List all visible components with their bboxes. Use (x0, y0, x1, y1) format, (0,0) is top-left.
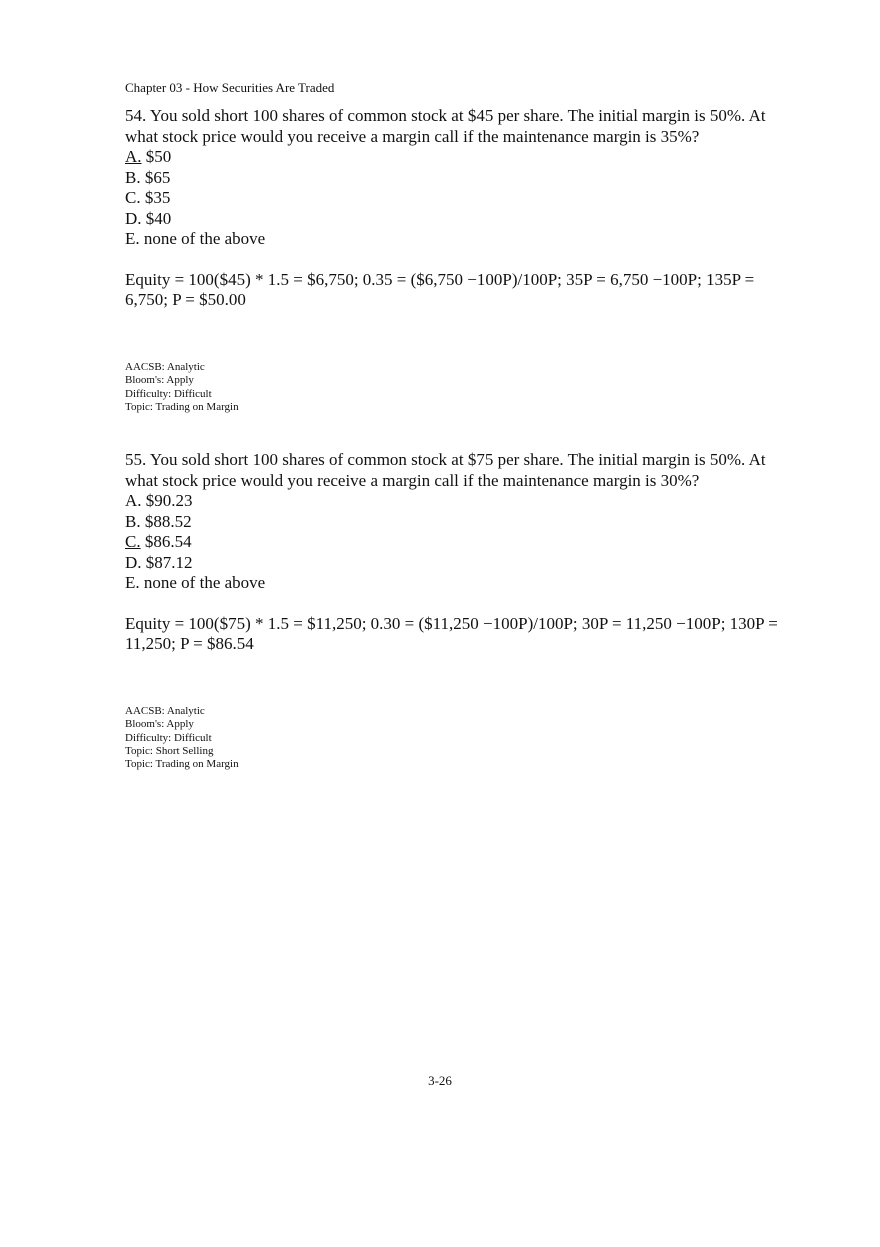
option-d (125, 209, 785, 230)
question-54 (125, 106, 785, 311)
option-d (125, 553, 785, 574)
question-55 (125, 450, 785, 655)
option-text: $90.23 (141, 491, 193, 510)
option-letter-correct: A. (125, 147, 142, 166)
option-letter: A. (125, 491, 142, 510)
option-letter: B. (125, 511, 141, 531)
question-stem: 54. You sold short 100 shares of common stock at $45 per share. The initial margin is 50%. At what stock price would you receive a margin call if the maintenance margin is 35%? (125, 106, 766, 146)
meta-topic: Topic: Short Selling (125, 744, 214, 757)
option-letter-correct: C. (125, 532, 141, 551)
page-number: 3-26 (428, 1073, 452, 1088)
option-text: $88.52 (140, 511, 192, 531)
option-text: $87.12 (141, 552, 193, 572)
option-letter: B. (125, 167, 141, 187)
option-a (125, 147, 785, 168)
option-letter: E. (125, 573, 140, 592)
option-text: none of the above (139, 229, 266, 248)
option-text: none of the above (139, 573, 266, 592)
answer-options (125, 491, 785, 594)
question-stem: 55. You sold short 100 shares of common stock at $75 per share. The initial margin is 50%. At what stock price would you receive a margin call if the maintenance margin is 30%? (125, 450, 766, 490)
meta-topic: Topic: Trading on Margin (125, 758, 239, 771)
meta-difficulty: Difficulty: Difficult (125, 387, 212, 400)
question-metadata (125, 705, 239, 771)
option-e (125, 229, 785, 250)
option-c (125, 188, 785, 209)
meta-blooms: Bloom's: Apply (125, 718, 194, 731)
option-text: $35 (140, 188, 171, 207)
option-letter: D. (125, 208, 142, 228)
option-letter: E. (125, 229, 140, 248)
meta-aacsb: AACSB: Analytic (125, 361, 205, 373)
option-c (125, 532, 785, 553)
question-metadata (125, 361, 239, 414)
option-letter: D. (125, 552, 142, 572)
option-text: $40 (141, 208, 172, 228)
option-text: $50 (141, 147, 172, 166)
option-text: $86.54 (140, 532, 192, 551)
option-text: $65 (140, 167, 171, 187)
chapter-header: Chapter 03 - How Securities Are Traded (125, 80, 335, 95)
answer-options (125, 147, 785, 250)
option-letter: C. (125, 188, 141, 207)
option-a (125, 491, 785, 512)
answer-explanation: Equity = 100($75) * 1.5 = $11,250; 0.30 = ($11,250 −100P)/100P; 30P = 11,250 −100P; 130P = 11,250; P = $86.54 (125, 613, 778, 653)
answer-explanation: Equity = 100($45) * 1.5 = $6,750; 0.35 = ($6,750 −100P)/100P; 35P = 6,750 −100P; 135P = 6,750; P = $50.00 (125, 269, 755, 309)
option-e (125, 573, 785, 594)
option-b (125, 168, 785, 189)
meta-topic: Topic: Trading on Margin (125, 400, 239, 413)
meta-difficulty: Difficulty: Difficult (125, 731, 212, 744)
meta-aacsb: AACSB: Analytic (125, 705, 205, 717)
meta-blooms: Bloom's: Apply (125, 374, 194, 387)
option-b (125, 512, 785, 533)
